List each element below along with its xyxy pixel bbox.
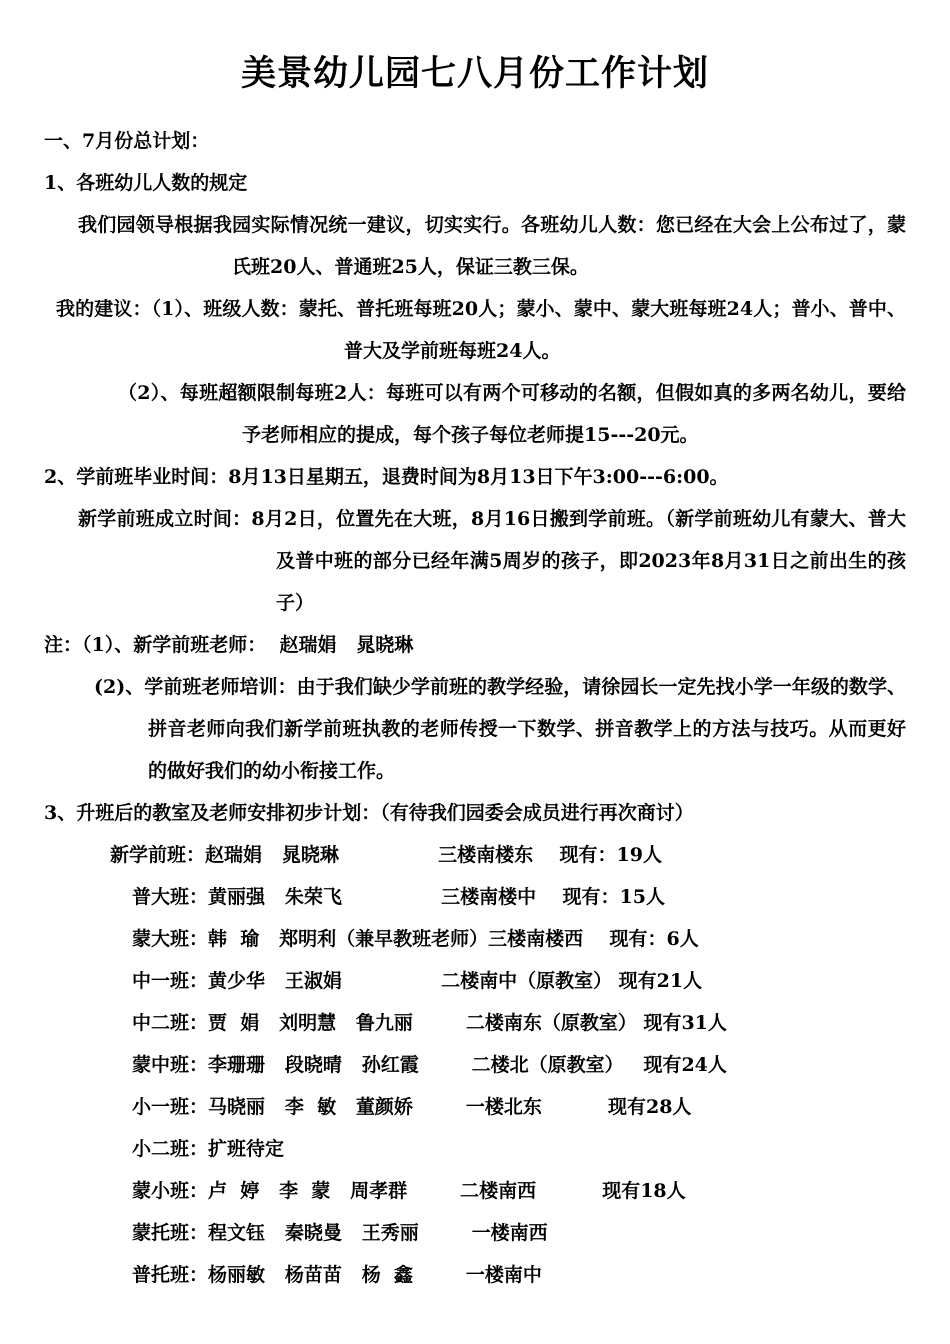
class-row: 小一班：马晓丽 李 敏 董颜娇 一楼北东 现有28人 [132, 1096, 692, 1118]
item-heading: 3、升班后的教室及老师安排初步计划：（有待我们园委会成员进行再次商讨） [44, 802, 694, 824]
class-row: 中二班：贾 娟 刘明慧 鲁九丽 二楼南东（原教室） 现有31人 [132, 1012, 727, 1034]
class-row: 普托班：杨丽敏 杨苗苗 杨 鑫 一楼南中 [132, 1264, 542, 1286]
class-row: 蒙托班：程文钰 秦晓曼 王秀丽 一楼南西 [132, 1222, 548, 1244]
class-row: 新学前班：赵瑞娟 晁晓琳 三楼南楼东 现有：19人 [110, 844, 662, 866]
paragraph: 我们园领导根据我园实际情况统一建议，切实实行。各班幼儿人数：您已经在大会上公布过了，蒙氏班20人、普通班25人，保证三教三保。 [78, 214, 906, 278]
class-row: 小二班：扩班待定 [132, 1138, 285, 1160]
class-row: 中一班：黄少华 王淑娟 二楼南中（原教室） 现有21人 [132, 970, 703, 992]
page-title: 美景幼儿园七八月份工作计划 [240, 53, 709, 94]
suggestion-1: 我的建议：（1）、班级人数：蒙托、普托班每班20人；蒙小、蒙中、蒙大班每班24人；普小、普中、普大及学前班每班24人。 [56, 298, 906, 362]
suggestion-2: （2）、每班超额限制每班2人：每班可以有两个可移动的名额，但假如真的多两名幼儿，要给予老师相应的提成，每个孩子每位老师提15---20元。 [118, 382, 906, 446]
item-heading: 2、学前班毕业时间：8月13日星期五，退费时间为8月13日下午3:00---6:00。 [44, 466, 729, 488]
class-row: 蒙大班：韩 瑜 郑明利（兼早教班老师）三楼南楼西 现有：6人 [132, 928, 699, 950]
document-body [44, 120, 906, 1296]
item-heading: 1、各班幼儿人数的规定 [44, 172, 248, 194]
note-1: 注：（1）、新学前班老师： 赵瑞娟 晁晓琳 [44, 634, 414, 656]
class-list [44, 834, 906, 1296]
class-row: 普大班：黄丽强 朱荣飞 三楼南楼中 现有：15人 [132, 886, 665, 908]
section-heading: 一、7月份总计划： [44, 130, 210, 152]
class-row: 蒙小班：卢 婷 李 蒙 周孝群 二楼南西 现有18人 [132, 1180, 686, 1202]
paragraph: 新学前班成立时间：8月2日，位置先在大班，8月16日搬到学前班。（新学前班幼儿有蒙大、普大及普中班的部分已经年满5周岁的孩子，即2023年8月31日之前出生的孩子） [78, 508, 906, 614]
class-row: 蒙中班：李珊珊 段晓晴 孙红霞 二楼北（原教室） 现有24人 [132, 1054, 727, 1076]
note-2: (2)、学前班老师培训：由于我们缺少学前班的教学经验，请徐园长一定先找小学一年级的数学、拼音老师向我们新学前班执教的老师传授一下数学、拼音教学上的方法与技巧。从而更好的做好我们的幼小衔接工作。 [94, 676, 906, 782]
